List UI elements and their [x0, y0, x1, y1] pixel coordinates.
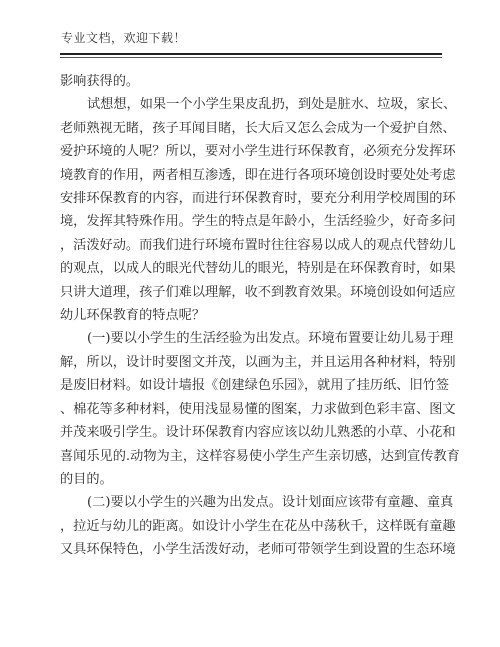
- text-line: 又具环保特色，小学生活泼好动，老师可带领学生到设置的生态环境: [60, 542, 456, 558]
- paragraph-1: [60, 70, 442, 93]
- text-line: ，拉近与幼儿的距离。如设计小学生在花丛中荡秋千，这样既有童趣: [60, 518, 456, 534]
- text-line: 解，所以，设计时要图文并茂，以画为主，并且运用各种材料，特别: [60, 354, 456, 370]
- header-rule-thin: [60, 57, 442, 58]
- text-line: 喜闻乐见的.动物为主，这样容易使小学生产生亲切感，达到宣传教育: [60, 448, 460, 464]
- text-line: ，活泼好动。而我们进行环境布置时往往容易以成人的观点代替幼儿: [60, 237, 456, 253]
- document-body: [60, 70, 460, 562]
- text-line: 老师熟视无睹，孩子耳闻目睹，长大后又怎么会成为一个爱护自然、: [60, 120, 456, 136]
- text-line: 幼儿环保教育的特点呢？: [60, 308, 206, 324]
- text-line: 试想想，如果一个小学生果皮乱扔，到处是脏水、垃圾，家长、: [87, 97, 457, 113]
- paragraph-3: [60, 327, 460, 491]
- header-rule-thick: [60, 53, 442, 55]
- text-line: (一)要以小学生的生活经验为出发点。环境布置要让幼儿易于理: [87, 331, 454, 347]
- page-header-text: 专业文档，欢迎下载！: [61, 31, 187, 45]
- text-line: 影响获得的。: [60, 74, 140, 89]
- text-line: 的目的。: [60, 471, 113, 487]
- text-line: (二)要以小学生的兴趣为出发点。设计划面应该带有童趣、童真: [87, 495, 454, 511]
- text-line: 并茂来吸引学生。设计环保教育内容应该以幼儿熟悉的小草、小花和: [60, 425, 456, 441]
- paragraph-2: [60, 93, 457, 327]
- paragraph-4: [60, 491, 456, 561]
- text-line: 是废旧材料。如设计墙报《创建绿色乐园》，就用了挂历纸、旧竹签: [60, 378, 450, 394]
- text-line: 只讲大道理，孩子们难以理解，收不到教育效果。环境创设如何适应: [60, 284, 456, 300]
- text-line: 境，发挥其特殊作用。学生的特点是年龄小，生活经验少，好奇多问: [60, 214, 456, 230]
- text-line: 爱护环境的人呢？所以，要对小学生进行环保教育，必须充分发挥环: [60, 144, 456, 160]
- text-line: 境教育的作用，两者相互渗透，即在进行各项环境创设时要处处考虑: [60, 167, 456, 183]
- text-line: 安排环保教育的内容，而进行环保教育时，要充分利用学校周围的环: [60, 191, 456, 207]
- text-line: 、棉花等多种材料，使用浅显易懂的图案，力求做到色彩丰富、图文: [60, 401, 456, 417]
- text-line: 的观点，以成人的眼光代替幼儿的眼光，特别是在环保教育时，如果: [60, 261, 456, 277]
